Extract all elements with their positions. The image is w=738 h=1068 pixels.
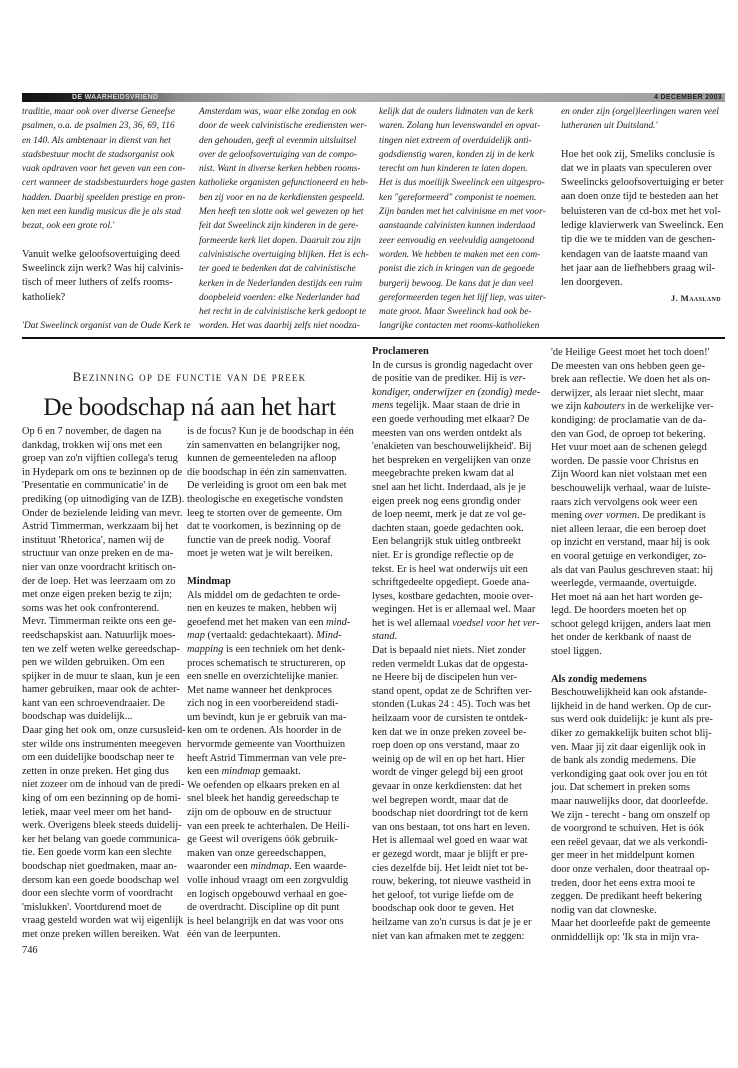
subheading: Mindmap (187, 575, 231, 587)
text-line: katholiek? (22, 291, 66, 303)
text-line: doopbeleid voerden: elke Nederlander had (199, 292, 360, 303)
text-line: tip die we te midden van de geschen- (561, 234, 716, 246)
text-line: onmiddellijk op: 'Ik sta in mijn vra- (551, 931, 699, 943)
text-line: Amsterdam was, waar elke zondag en ook (199, 107, 357, 117)
text-line: van ons bestaan, tot ons hart en leven. (372, 821, 530, 833)
text-line: de loep neemt, merk je dat ze vol ge- (372, 509, 526, 521)
paragraph-gap (22, 234, 192, 248)
text-line: zich nog in een voorbereidend stadi- (187, 698, 339, 710)
text-line: geoefend met het maken van een mind- (187, 616, 351, 628)
text-line: wegingen. Het is er allemaal wel. Maar (372, 604, 536, 616)
text-line: de positie van de prediker. Hij is ver- (372, 373, 526, 385)
text-line: ponist die zich in kringen van de gegoede (379, 264, 535, 275)
text-line: boodschap was duidelijk... (22, 711, 133, 723)
text-line: om een duidelijke boodschap neer te (22, 752, 175, 764)
text-line: treden, door het eens extra mooi te (551, 877, 695, 889)
issue-date: 4 DECEMBER 2003 (654, 94, 722, 101)
text-line: den van God, de oproep tot bekering. (551, 428, 706, 440)
text-line: worden. We hebben te maken met een com- (379, 249, 541, 260)
text-line: een goede verhouding met elkaar? De (372, 413, 530, 425)
text-line: zijn om de opbouw en de structuur (187, 807, 332, 819)
text-line: psalmen, o.a. de psalmen 23, 36, 69, 116 (22, 121, 175, 132)
text-line: schriftgedeelte opgediept. Goede ana- (372, 577, 530, 589)
text-line: den gehouden, geeft al evenmin uitsluitsel (199, 135, 357, 146)
text-line: op inzicht en verstand, maar hij is ook (551, 537, 710, 549)
text-line: snel bleek het handig gereedschap te (187, 793, 340, 805)
paragraph-gap (187, 561, 362, 575)
text-line: een snelle en overzichtelijke manier. (187, 671, 339, 683)
text-line: stadsbestuur mocht de stadsorganist ook (22, 149, 175, 160)
text-line: De verleiding is groot om een bak met (187, 480, 347, 492)
text-line: van een preek te achterhalen. De Heili- (187, 820, 350, 832)
text-line: stonden (Lukas 24 : 45). Toch was het (372, 699, 531, 711)
text-line: letiek, maar veel meer om het hand- (22, 806, 172, 818)
text-line: Daar ging het ook om, onze cursusleid- (22, 725, 186, 737)
text-line: der de loep. Het was leerzaam om zo (22, 575, 176, 587)
text-line: 'Presentatie en communicatie' in de (22, 480, 169, 492)
text-line: met onze eigen preken bezig te zijn; (22, 589, 173, 601)
text-line: dankdag, trokken wij ons met een (22, 439, 163, 451)
text-line: door de week calvinistische erediensten wer- (199, 121, 367, 132)
text-line: ken met een kundig musicus die je als stad (22, 207, 181, 218)
text-line: lutheranen uit Duitsland.' (561, 121, 658, 132)
text-line: pen we wilden gebruiken. Om een (22, 657, 165, 669)
text-line: nodig van dat clowneske. (551, 904, 657, 916)
text-line: ven. Maar jij zit daar eigenlijk ook in (551, 741, 706, 753)
text-line: functie van de preek nodig. Vooraf (187, 534, 331, 546)
text-line: door onze verhalen, door theatraal op- (551, 863, 710, 875)
text-line: lyses, kostbare gedachten, mooie over- (372, 590, 534, 602)
text-line: er gezegd wordt, maar je blijft er pre- (372, 848, 528, 860)
text-line: nier van onze voordracht kritisch on- (22, 561, 176, 573)
text-line: reden vermeldt Lukas dat de opgesta- (372, 658, 529, 670)
text-line: cies dezelfde bij. Het leidt niet tot be- (372, 862, 529, 874)
text-line: het onder de kerkbank of naast de (551, 632, 692, 644)
article-kicker: Bezinning op de functie van de preek (72, 370, 307, 384)
text-line: waaronder een mindmap. Een waarde- (187, 861, 347, 873)
text-line: worden. Het was daarbij zelfs niet noodza- (199, 321, 360, 332)
text-line: door een slechte vorm of voordracht (22, 888, 173, 900)
text-line: roep doen op ons verstand, maar zo (372, 740, 520, 752)
text-line: 'enakieten van beschouwelijkheid'. Bij (372, 441, 532, 453)
text-line: ker het belang van goede communica- (22, 833, 181, 845)
text-line: ken "gereformeerd" componist te noemen. (379, 192, 537, 203)
text-line: ledige klavierwerk van Sweelinck. Een (561, 220, 724, 232)
text-line: stoel liggen. (551, 646, 602, 658)
text-line: dat we in plaats van speculeren over (561, 162, 712, 174)
publication-name: DE WAARHEIDSVRIEND (72, 94, 159, 101)
masthead-bar (22, 93, 725, 102)
text-line: zin samenvatten en belangrijker nog, (187, 439, 341, 451)
paragraph-gap (22, 305, 192, 319)
text-line: In de cursus is grondig nagedacht over (372, 359, 533, 371)
text-line: maken van onze gereedschappen, (187, 847, 327, 859)
text-line: godsdienstig waren, konden zij in de kerk (379, 149, 535, 160)
text-line: Dat is bepaald niet niets. Niet zonder (372, 645, 526, 657)
text-line: kelijk dat de ouders lidmaten van de kerk (379, 107, 534, 117)
text-line: stand. (372, 631, 398, 643)
text-line: dachten staan, goede gedachten ook. (372, 522, 524, 534)
text-line: len doorgeven. (561, 277, 623, 289)
text-line: mens tegelijk. Maar staan de drie in (372, 400, 521, 412)
text-line: groep van zo'n vijftien collega's terug (22, 453, 178, 465)
text-line: aan doen onze tijd te besteden aan het (561, 191, 719, 203)
text-line: niet. Er is grondige reflectie op de (372, 549, 514, 561)
paragraph-gap (561, 134, 725, 148)
text-line: zeer eenvoudig en veelvuldig aangetoond (379, 235, 535, 246)
text-line: ken dat we in onze preken zoveel be- (372, 726, 527, 738)
text-line: dat te voorkomen, is bezinning op de (187, 521, 341, 533)
text-line: als dat van Paulus geschreven staat: hij (551, 564, 714, 576)
text-line: schoot gelegd krijgen, anders laat men (551, 618, 711, 630)
previous-article-column-1 (22, 105, 196, 333)
text-line: Mevr. Timmerman reikte ons een ge- (22, 616, 177, 628)
paragraph-gap (551, 659, 729, 673)
text-line: Sweelincks geloofsovertuiging er beter (561, 177, 724, 189)
text-line: Zijn Woord kan niet volstaan met een (551, 469, 707, 481)
text-line: ne Heere bij de discipelen hun ver- (372, 672, 518, 684)
text-line: is heel belangrijk en dat was voor ons (187, 915, 344, 927)
text-line: ken om te ordenen. Als hoorder in de (187, 725, 342, 737)
text-line: brek aan reflectie. We doen het als on- (551, 374, 711, 386)
text-line: worden. De passie voor Christus en (551, 455, 699, 467)
text-line: beluisteren van de cd-box met het vol- (561, 205, 721, 217)
article-column-2 (187, 425, 362, 942)
text-line: katholieke organisten gefunctioneerd en heb- (199, 178, 369, 189)
text-line: Met name wanneer het denkproces (187, 684, 332, 696)
text-line: jou. Dat schemert in preken soms (551, 782, 691, 794)
text-line: gevaar in onze kerkdiensten: dat het (372, 781, 522, 792)
text-line: 'Dat Sweelinck organist van de Oude Kerk te (22, 320, 191, 331)
text-line: proces schematisch te structureren, op (187, 657, 346, 669)
text-line: kendagen van de laatste maand van (561, 248, 708, 260)
text-line: niet alleen leraar, die een beroep doet (551, 523, 707, 535)
text-line: leeg te storten over de gemeente. Om (187, 507, 342, 519)
text-line: um bevindt, kun je er gebruik van ma- (187, 711, 347, 723)
text-line: één van de leerpunten. (187, 929, 281, 941)
text-line: tingen niet extreem of overduidelijk anti- (379, 135, 532, 146)
text-line: legd. De hoorders moeten het op (551, 605, 687, 617)
text-line: de overdracht. Discipline op dit punt (187, 902, 340, 914)
text-line: moet je weten wat je wilt bereiken. (187, 548, 333, 560)
text-line: reedschapskist aan. Natuurlijk moes- (22, 629, 176, 641)
text-line: maar nauwelijks door, dat doorleefde. (551, 796, 709, 807)
text-line: boodschap niet goedmaken, maar an- (22, 861, 177, 872)
text-line: traditie, maar ook over diverse Geneefse (22, 107, 176, 117)
text-line: vaak opdraven voor het geven van een con- (22, 164, 186, 175)
text-line: heilzame van zo'n cursus is dat je je er (372, 916, 532, 928)
text-line: map (vertaald: gedachtekaart). Mind- (187, 630, 342, 642)
text-line: Op 6 en 7 november, de dagen na (22, 426, 162, 437)
text-line: diker zo gemakkelijk buiten schot blij- (551, 728, 712, 740)
text-line: soms was het ook confronterend. (22, 602, 160, 614)
text-line: 'de Heilige Geest moet het toch doen!' (551, 347, 710, 358)
text-line: ge Geest wil overigens óók gebruik- (187, 834, 338, 846)
article-headline: De boodschap ná aan het hart (43, 392, 336, 421)
text-line: en 140. Als ambtenaar in dienst van het (22, 135, 171, 146)
text-line: tekst. Er is heel wat onderwijs uit een (372, 563, 528, 575)
text-line: We zijn - terecht - bang om onszelf op (551, 809, 711, 821)
text-line: ten we zelf weten welke gereedschap- (22, 643, 180, 655)
text-line: waren. Zolang hun levenswandel en opvat- (379, 121, 541, 132)
text-line: calvinistische overtuiging blijken. Het is ech- (199, 249, 369, 260)
previous-article-column-4 (561, 105, 725, 305)
text-line: formeerde kerk liet dopen. Daaruit zou zijn (199, 235, 361, 246)
text-line: Het vuur moet aan de schenen gelegd (551, 442, 707, 454)
text-line: snel aan het licht. Inderdaad, als je je (372, 481, 526, 493)
text-line: niet zozeer om de inhoud van de predi- (22, 779, 185, 791)
text-line: zetten in onze preken. Het ging dus (22, 765, 169, 777)
text-line: wordt de vinger gelegd bij een groot (372, 767, 524, 779)
text-line: Hoe het ook zij, Smeliks conclusie is (561, 148, 715, 160)
text-line: nist. Want in diverse kerken hebben rooms- (199, 164, 361, 175)
text-line: boodschap niet doordringt tot de kern (372, 808, 529, 820)
text-line: Het moet ná aan het hart worden ge- (551, 591, 703, 603)
text-line: ken een mindmap gemaakt. (187, 766, 301, 778)
text-line: die boodschap in één zin samenvatten. (187, 466, 347, 478)
text-line: theologische en exegetische vondsten (187, 493, 344, 505)
text-line: hamer gebruiken, maar ook de achter- (22, 684, 180, 696)
text-line: sus werd ook duidelijk: je kunt als pre- (551, 714, 713, 726)
text-line: de voorgrond te schuiven. Het is óók (551, 823, 705, 835)
text-line: Een belangrijk stuk uitleg ontbreekt (372, 536, 521, 548)
text-line: ter goed te bedenken dat de calvinistische (199, 264, 356, 275)
text-line: Vanuit welke geloofsovertuiging deed (22, 248, 180, 260)
text-line: Men heeft ten slotte ook wel gewezen op het (199, 207, 364, 218)
text-line: Astrid Timmerman, werkzaam bij het (22, 521, 179, 533)
text-line: derwijzer, als leraar niet slecht, maar (551, 387, 704, 399)
text-line: Onder de bezielende leiding van mevr. (22, 507, 183, 519)
text-line: verkondiging gaat ook over jou en tót (551, 768, 708, 780)
text-line: boodschap ook door te geven. Het (372, 903, 514, 915)
text-line: over de geloofsovertuiging van de compo- (199, 149, 358, 160)
text-line: is de focus? Kun je de boodschap in één (187, 426, 354, 437)
text-line: structuur van onze preken en de ma- (22, 548, 174, 560)
text-line: het is wel allemaal voedsel voor het ver- (372, 617, 540, 629)
subheading: Proclameren (372, 346, 429, 357)
text-line: We oefenden op elkaars preken en al (187, 779, 340, 791)
subheading: Als zondig medemens (551, 673, 647, 685)
text-line: kunnen de gemeenteleden na afloop (187, 453, 337, 465)
text-line: werk. Overigens bleek steeds duidelij- (22, 820, 182, 832)
text-line: spijker in de muur te slaan, kun je een (22, 670, 180, 682)
text-line: een reëel gevaar, dat we als verkondi- (551, 836, 708, 848)
text-line: het bespreken en vergelijken van onze (372, 454, 531, 466)
text-line: de bank als zondig medemens. Die (551, 755, 696, 767)
text-line: mening over vormen. De predikant is (551, 510, 706, 522)
text-line: nen en keuzes te maken, hebben wij (187, 603, 337, 615)
text-line: niet van kan afmaken met te zeggen: (372, 930, 525, 942)
text-line: weerlegde, vermaande, overtuigde. (551, 578, 697, 590)
text-line: rouw, bekering, tot nieuwe vastheid in (372, 876, 531, 888)
text-line: en onder zijn (orgel)leerlingen waren veel (561, 107, 719, 117)
text-line: Zijn banden met het calvinisme en met voor- (379, 207, 546, 218)
text-line: stand opent, opdat ze de Schriften ver- (372, 685, 532, 697)
article-column-1 (22, 425, 187, 942)
text-line: meesten van ons werden ontdekt als (372, 427, 522, 439)
text-line: mapping is een techniek om het denk- (187, 643, 346, 655)
text-line: instituut 'Rhetorica', namen wij de (22, 534, 164, 546)
text-line: bezat, ook een grote rol.' (22, 221, 115, 232)
text-line: in Hydepark om ons te bezinnen op de (22, 466, 183, 478)
text-line: hadden. Daarbij speelden prestige en pron- (22, 192, 186, 203)
text-line: weinig op de wil en op het hart. Hier (372, 753, 525, 765)
text-line: kondiger, onderwijzer en (zondig) mede- (372, 386, 541, 398)
text-line: kondiging: de proclamatie van de da- (551, 414, 706, 426)
text-line: prediking (op uitnodiging van de IZB). (22, 493, 185, 505)
text-line: 'mislukken'. Voortdurend moet de (22, 901, 162, 913)
text-line: lijkheid in de hand werken. Op de cur- (551, 700, 712, 712)
text-line: dersom kan een goede boodschap wel (22, 874, 180, 886)
text-line: zeggen. De predikant heeft bekering (551, 891, 702, 903)
text-line: Maar het doorleefde pakt de gemeente (551, 918, 711, 930)
text-line: ben zij voor en na de kerkdiensten gespeeld. (199, 192, 365, 203)
text-line: feit dat Sweelinck zijn kinderen in de gere- (199, 221, 359, 232)
text-line: mate groot. Maar Sweelinck had ook be- (379, 307, 532, 318)
text-line: het recht in de calvinistische kerk gedoopt te (199, 307, 367, 318)
article-column-3 (372, 345, 547, 943)
author-byline: J. Maasland (670, 292, 721, 303)
text-line: Beschouwelijkheid kan ook afstande- (551, 687, 708, 699)
text-line: het jaar aan de liefhebbers graag wil- (561, 262, 716, 274)
text-line: terecht om hun kinderen te laten dopen. (379, 164, 528, 175)
text-line: gereformeerden tegen het lijf liep, was uiter- (379, 292, 547, 303)
text-line: langrijke contacten met rooms-katholieken (379, 321, 540, 332)
text-line: kant van een schroevendraaier. De (22, 697, 165, 709)
text-line: ger meer in het middelpunt komen (551, 850, 695, 862)
page-number: 746 (22, 945, 38, 956)
text-line: ster wilde ons instrumenten meegeven (22, 738, 182, 750)
text-line: hervormde gemeente van Voorthuizen (187, 739, 346, 751)
article-column-4 (551, 346, 729, 945)
text-line: tisch of meer luthers of zelfs rooms- (22, 277, 173, 289)
text-line: meegebrachte preken kwam dat al (372, 468, 514, 480)
text-line: aanstaande calvinisten kunnen inderdaad (379, 221, 536, 232)
text-line: raars zich vervolgens ook weer een (551, 496, 698, 508)
text-line: De meesten van ons hebben geen ge- (551, 360, 706, 372)
text-line: Als middel om de gedachten te orde- (187, 589, 341, 601)
previous-article-column-2 (199, 105, 369, 334)
text-line: met onze preken willen bereiken. Wat (22, 928, 180, 940)
text-line: cert wanneer de stadsbestuurders hoge gasten (22, 178, 196, 189)
text-line: heeft Astrid Timmerman van vele pre- (187, 752, 346, 764)
text-line: en vooral getuige en verkondiger, zo- (551, 550, 707, 562)
text-line: vraag gesteld worden wat wij eigenlijk (22, 915, 184, 927)
text-line: king of om een bezinning op de homi- (22, 793, 181, 805)
section-divider (22, 337, 725, 339)
text-line: Sweelinck zijn werk? Was hij calvinis- (22, 262, 184, 274)
text-line: kerken in de Nederlanden destijds een ruim (199, 278, 362, 289)
text-line: het geloof, tot vurige liefde om de (372, 889, 514, 901)
text-line: Het is dus moeilijk Sweelinck een uitgespro- (379, 178, 545, 189)
previous-article-column-3 (379, 105, 549, 334)
text-line: heilzaam voor de cursisten te ontdek- (372, 713, 528, 725)
text-line: eigen preek nog eens grondig onder (372, 495, 521, 507)
text-line: volle inhoud vraagt om een zorgvuldig (187, 875, 349, 886)
text-line: en logisch opgebouwd verhaal en goe- (187, 888, 348, 900)
text-line: tie. Een goede vorm kan een slechte (22, 847, 172, 859)
text-line: beschouwelijk verhaal, waar de luiste- (551, 482, 711, 494)
text-line: Het is allemaal wel goed en waar wat (372, 835, 528, 847)
text-line: wel begrepen wordt, maar dat de (372, 794, 509, 806)
text-line: burgerij bewoog. De kans dat je dan veel (379, 278, 534, 289)
text-line: we zijn kabouters in de werkelijke ver- (551, 401, 714, 413)
